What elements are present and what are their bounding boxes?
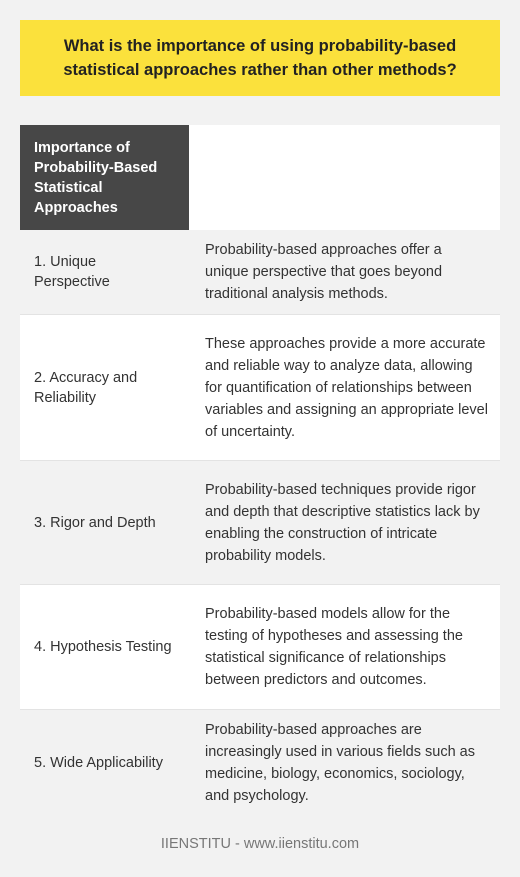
row-text: Probability-based approaches are increasingly used in various fields such as medicine, biology, economics, sociology, and psychology. <box>205 721 475 804</box>
table-row <box>20 461 500 585</box>
row-label: 3. Rigor and Depth <box>34 514 156 531</box>
row-label: 1. Unique Perspective <box>34 254 110 290</box>
table-row <box>20 710 500 815</box>
page-title: What is the importance of using probability-based statistical approaches rather than other methods? <box>63 37 457 79</box>
importance-table <box>20 125 500 815</box>
title-banner <box>20 20 500 96</box>
table-header-right <box>189 125 500 230</box>
table-row <box>20 315 500 461</box>
row-text: Probability-based models allow for the testing of hypotheses and assessing the statistical significance of relationships between predictors and outcomes. <box>205 606 463 688</box>
row-text: Probability-based techniques provide rigor and depth that descriptive statistics lack by enabling the construction of intricate probability models. <box>205 481 480 564</box>
table-row <box>20 230 500 315</box>
table-row <box>20 585 500 710</box>
table-header-left: Importance of Probability-Based Statistical Approaches <box>20 125 189 230</box>
row-label: 2. Accuracy and Reliability <box>34 369 138 406</box>
footer-credit: IIENSTITU - www.iienstitu.com <box>160 836 360 852</box>
row-text: Probability-based approaches offer a unique perspective that goes beyond traditional analysis methods. <box>205 242 443 302</box>
row-label: 4. Hypothesis Testing <box>34 639 172 655</box>
row-label: 5. Wide Applicability <box>34 754 163 771</box>
row-text: These approaches provide a more accurate and reliable way to analyze data, allowing for quantification of relationships between variables and assigning an appropriate level of uncertainty. <box>205 335 488 440</box>
table-header-row <box>20 125 500 230</box>
